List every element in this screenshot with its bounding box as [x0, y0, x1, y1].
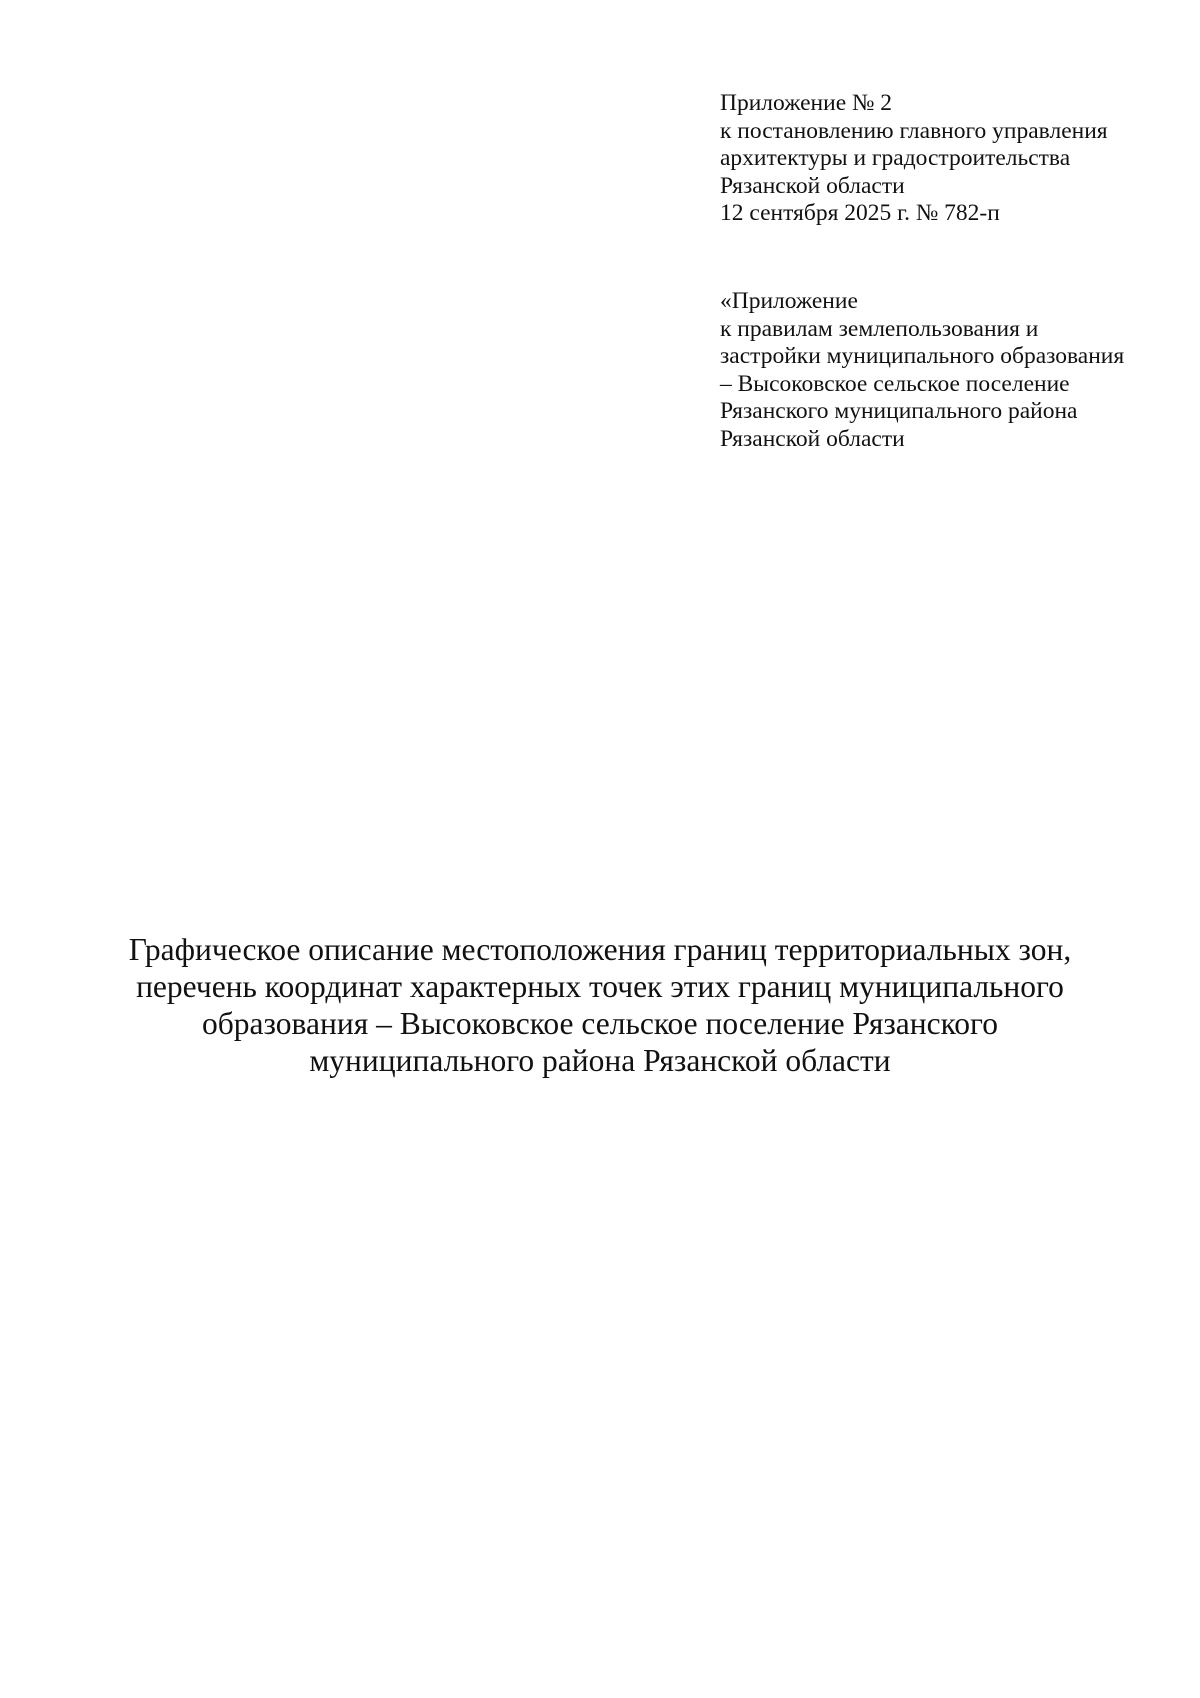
rules-annex-line: к правилам землепользования и	[720, 315, 1039, 342]
document-title-line: муниципального района Рязанской области	[309, 1043, 891, 1078]
annex-header-line: Приложение № 2	[720, 90, 893, 116]
document-title-line: перечень координат характерных точек этих границ муниципального	[136, 969, 1064, 1004]
annex-header-line: к постановлению главного управления	[720, 117, 1108, 144]
rules-annex-line: «Приложение	[720, 288, 858, 314]
document-title-line: образования – Высоковское сельское поселение Рязанского	[202, 1006, 998, 1041]
rules-annex-line: застройки муниципального образования	[720, 343, 1125, 369]
rules-annex-line: Рязанской области	[720, 425, 905, 452]
annex-header-line: 12 сентября 2025 г. № 782-п	[720, 200, 1000, 226]
annex-header-line: Рязанской области	[720, 172, 905, 199]
document-title	[100, 931, 1100, 1079]
rules-annex-line: Рязанского муниципального района	[720, 398, 1078, 424]
rules-annex-header	[720, 288, 1160, 453]
annex-header	[720, 90, 1160, 228]
rules-annex-line: – Высоковское сельское поселение	[720, 370, 1070, 397]
document-title-line: Графическое описание местоположения границ территориальных зон,	[128, 932, 1072, 967]
annex-header-line: архитектуры и градостроительства	[720, 145, 1071, 171]
